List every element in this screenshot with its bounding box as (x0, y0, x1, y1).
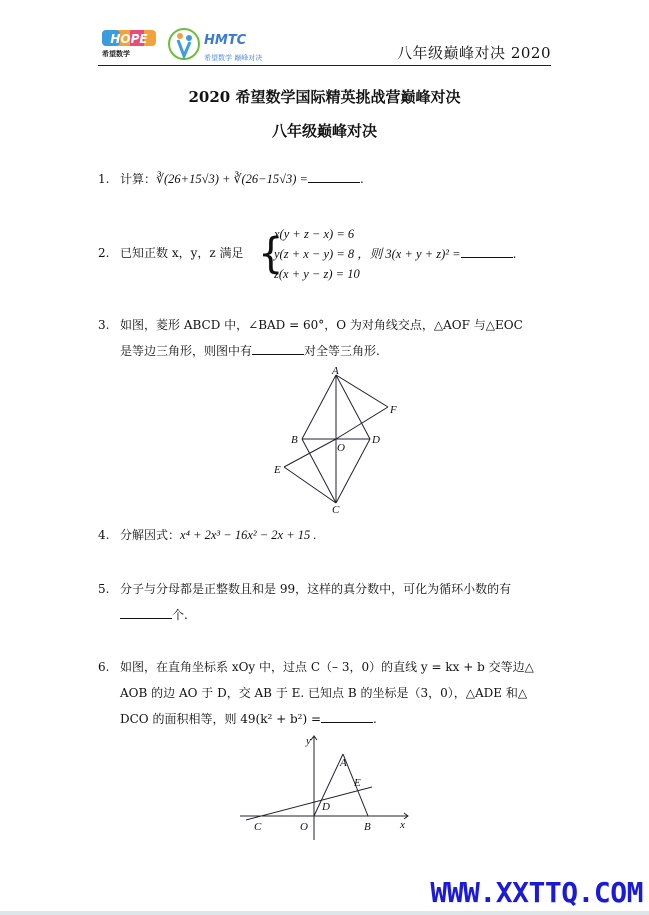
question-line: DCO 的面积相等，则 49(k² + b²) = (120, 712, 322, 726)
label-d: D (322, 801, 330, 813)
question-lead: 计算： (120, 172, 157, 186)
question-expression: x⁴ + 2x³ − 16x² − 2x + 15 . (180, 528, 317, 542)
edge-fo (336, 407, 388, 439)
label-c: C (254, 821, 262, 833)
hmtc-logo-sub: 希望数学 巅峰对决 (204, 54, 263, 62)
label-x: x (400, 819, 405, 831)
equation-3: z(x + y − z) = 10 (274, 267, 360, 281)
label-o: O (337, 442, 345, 454)
label-c: C (332, 504, 340, 515)
question-4 (98, 522, 558, 548)
answer-blank (120, 606, 172, 619)
line-ce (246, 787, 372, 820)
label-e: E (274, 464, 281, 476)
edge-ad (336, 375, 370, 439)
question-number: 5. (98, 582, 110, 596)
rhombus-figure (270, 365, 410, 515)
answer-blank (308, 170, 360, 183)
label-y: y (306, 735, 311, 747)
equation-2: y(z + x − y) = 8 ，则 3(x + y + z)² = (274, 247, 461, 261)
site-watermark[interactable]: WWW.XXTTQ.COM (430, 876, 643, 909)
question-line: 是等边三角形，则图中有 (120, 344, 253, 358)
label-b: B (291, 434, 298, 446)
system-brace: { (258, 229, 284, 279)
question-number: 6. (98, 660, 110, 674)
question-tail: . (512, 247, 517, 261)
coordinate-figure (236, 732, 416, 842)
equation-system (262, 224, 516, 284)
hmtc-logo-text: HMTC (204, 33, 247, 48)
question-3 (98, 312, 558, 364)
footer-bar (0, 911, 649, 915)
page-title: 2020 希望数学国际精英挑战营巅峰对决 (188, 88, 461, 106)
question-expression: ∛(26+15√3) + ∛(26−15√3) = (156, 172, 308, 186)
question-line: 如图，在直角坐标系 xOy 中，过点 C（– 3，0）的直线 y = kx + b 交等边△ (120, 660, 534, 674)
page-subtitle: 八年级巅峰对决 (271, 122, 377, 140)
edge-af (336, 375, 388, 407)
question-lead: 分解因式： (120, 528, 181, 542)
question-number: 1. (98, 172, 110, 186)
label-f: F (390, 404, 397, 416)
label-a: A (340, 757, 347, 769)
label-o: O (300, 821, 308, 833)
hmtc-logo (168, 26, 278, 64)
answer-blank (461, 245, 513, 258)
question-tail: . (373, 712, 377, 726)
hope-logo-text: HOPE (110, 32, 148, 46)
question-number: 3. (98, 318, 110, 332)
edge-ab (302, 375, 336, 439)
question-line: 个. (172, 608, 188, 622)
question-lead: 已知正数 x，y，z 满足 (120, 246, 244, 260)
header-title: 八年级巅峰对决 2020 (397, 44, 551, 62)
question-line: 对全等三角形. (304, 344, 380, 358)
question-number: 4. (98, 528, 110, 542)
question-number: 2. (98, 246, 110, 260)
answer-blank (252, 342, 304, 355)
label-a: A (332, 365, 339, 377)
hope-logo (100, 24, 158, 64)
question-tail: . (359, 172, 364, 186)
question-6 (98, 654, 558, 732)
header-divider (98, 65, 551, 66)
hope-logo-sub: 希望数学 (102, 50, 130, 58)
question-5 (98, 576, 558, 628)
label-d: D (372, 434, 380, 446)
question-line: 分子与分母都是正整数且和是 99，这样的真分数中，可化为循环小数的有 (120, 582, 512, 596)
answer-blank (321, 710, 373, 723)
equation-1: x(y + z − x) = 6 (274, 227, 355, 241)
edge-ec (284, 467, 336, 503)
label-e: E (354, 777, 361, 789)
question-line: 如图，菱形 ABCD 中，∠BAD = 60°，O 为对角线交点，△AOF 与△EOC (120, 318, 523, 332)
question-line: AOB 的边 AO 于 D，交 AB 于 E. 已知点 B 的坐标是（3，0），△ADE 和△ (120, 686, 528, 700)
question-1 (98, 166, 558, 192)
label-b: B (364, 821, 371, 833)
